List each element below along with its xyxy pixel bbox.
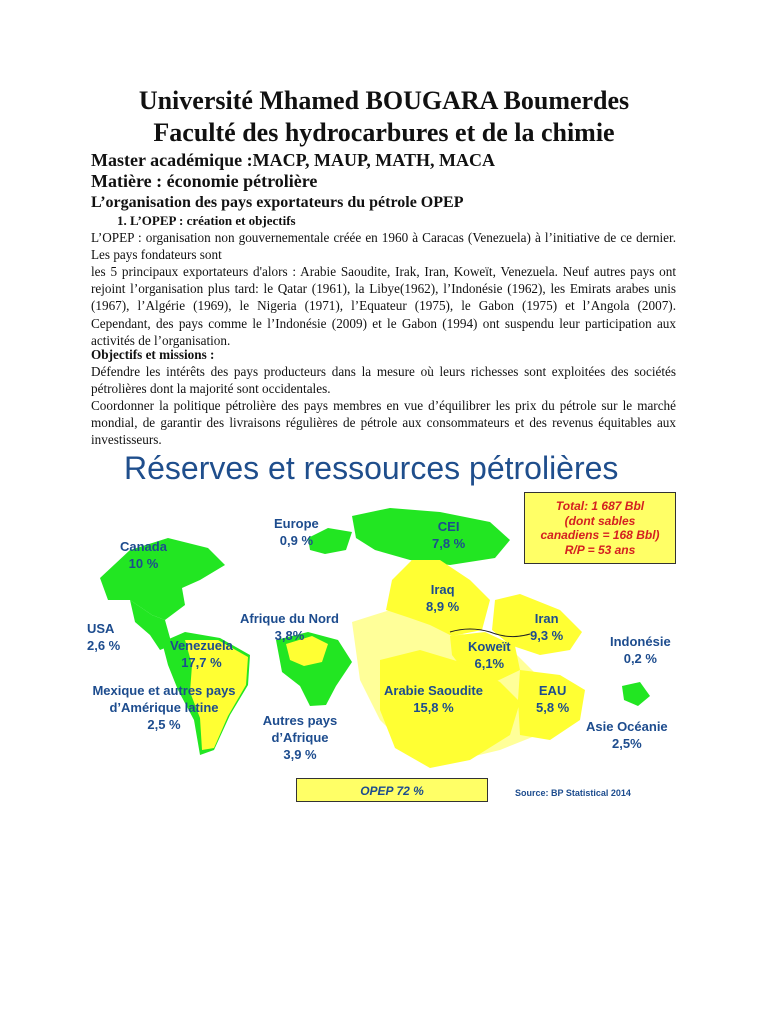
paragraph-objective-2: Coordonner la politique pétrolière des pays membres en vue d’équilibrer les prix du pétrole sur le marché mondial, de garantir des livraisons régulières de pétrole aux consommateurs et des revenus équitables aux investisseurs. (91, 398, 676, 448)
label-iran: Iran 9,3 % (530, 611, 564, 643)
label-venezuela: Venezuela 17,7 % (170, 638, 233, 670)
label-usa: USA 2,6 % (87, 621, 121, 653)
total-reserves-box: Total: 1 687 Bbl (dont sables canadiens = 168 Bbl) R/P = 53 ans (524, 492, 676, 564)
university-title: Université Mhamed BOUGARA Boumerdes (138, 86, 630, 115)
indonesia-shape (622, 682, 650, 706)
oil-reserves-map-figure (87, 450, 680, 812)
objectives-heading: Objectifs et missions : (91, 347, 215, 362)
paragraph-objective-1: Défendre les intérêts des pays producteurs dans la mesure où leurs richesses sont exploitées des sociétés pétrolières dont la majorité sont occidentales. (91, 364, 676, 397)
label-canada: Canada 10 % (120, 539, 167, 571)
label-latin-america: Mexique et autres pays d’Amérique latine 2,5 % (92, 683, 236, 732)
label-other-africa: Autres pays d’Afrique 3,9 % (262, 713, 338, 762)
label-saudi-arabia: Arabie Saoudite 15,8 % (384, 683, 483, 715)
paragraph-creation: L’OPEP : organisation non gouvernementale créée en 1960 à Caracas (Venezuela) à l’initiative de ce dernier. Les pays fondateurs sont (91, 230, 676, 263)
figure-title: Réserves et ressources pétrolières (124, 450, 619, 486)
label-koweit: Koweït 6,1% (468, 639, 511, 671)
label-asia-oceania: Asie Océanie 2,5% (586, 719, 668, 751)
paragraph-members: les 5 principaux exportateurs d'alors : Arabie Saoudite, Irak, Iran, Koweït, Venezuela. Neuf autres pays ont rejoint l’organisation plus tard: le Qatar (1961), la Libye(1962), l’Indonésie (1962), les Emirats arabes unis (1967), l’Algérie (1969), le Nigeria (1971), l’Equateur (1975), le Gabon (1975) et l’Angola (2007). Cependant, des pays comme le l’Indonésie (2009) et le Gabon (1994) ont suspendu leur participation aux activités de l’organisation. (91, 264, 676, 348)
label-cei: CEI 7,8 % (432, 519, 466, 551)
label-europe: Europe 0,9 % (274, 516, 319, 548)
cei-shape (352, 508, 510, 565)
opep-share-box: OPEP 72 % (296, 778, 488, 802)
master-line: Master académique :MACP, MAUP, MATH, MACA (91, 150, 495, 170)
label-indonesia: Indonésie 0,2 % (610, 634, 671, 666)
section-heading: 1. L’OPEP : création et objectifs (117, 213, 296, 228)
subject-line: Matière : économie pétrolière (91, 171, 318, 191)
label-iraq: Iraq 8,9 % (426, 582, 460, 614)
label-north-africa: Afrique du Nord 3,8% (240, 611, 339, 643)
topic-heading: L’organisation des pays exportateurs du pétrole OPEP (91, 194, 464, 211)
label-uae: EAU 5,8 % (536, 683, 570, 715)
faculty-title: Faculté des hydrocarbures et de la chimie (153, 118, 615, 147)
figure-source: Source: BP Statistical 2014 (515, 788, 631, 798)
